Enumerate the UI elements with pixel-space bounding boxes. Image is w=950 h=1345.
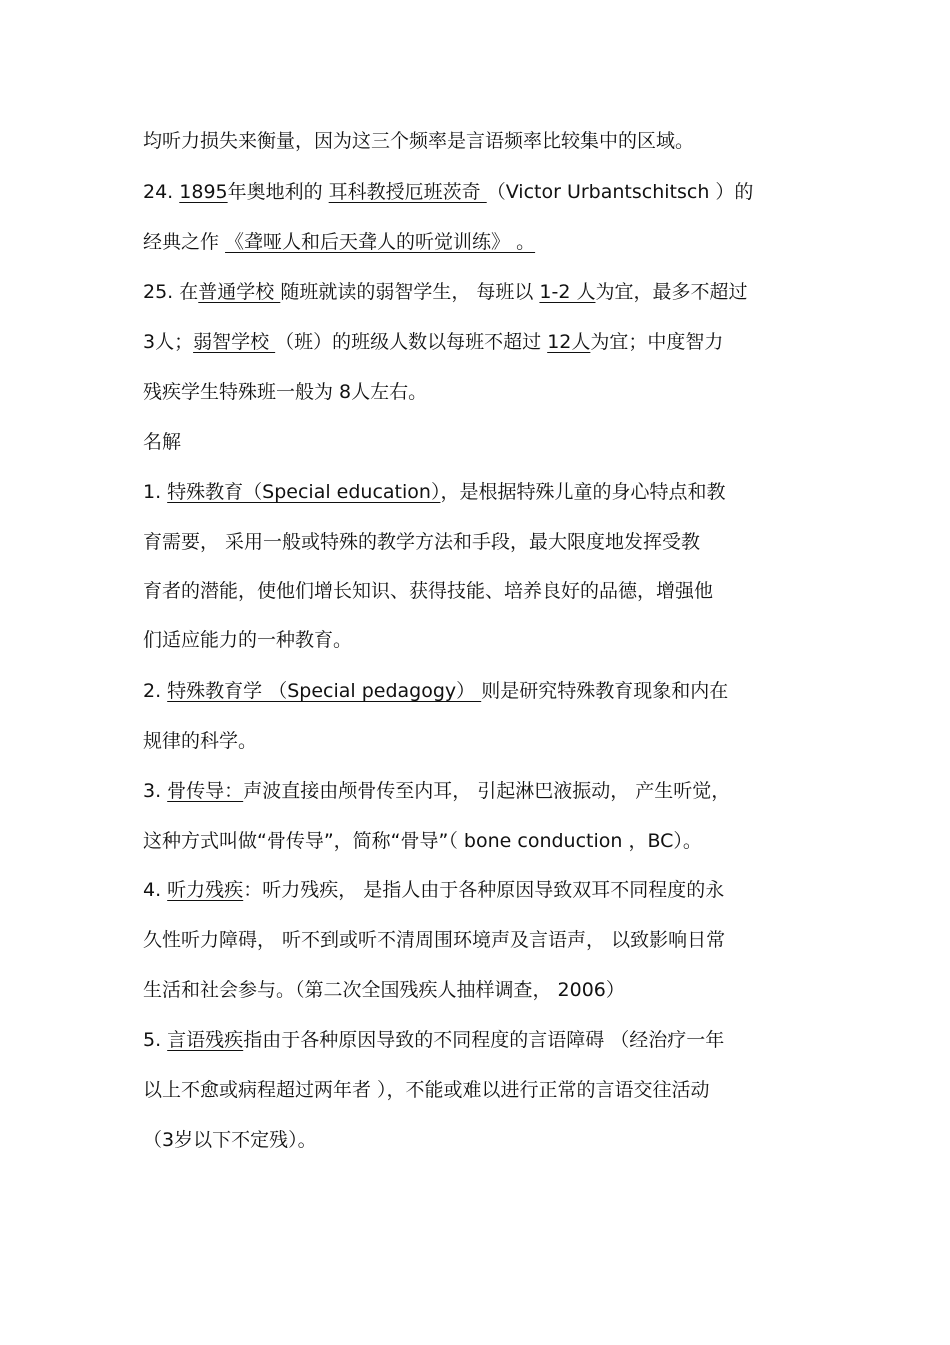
text-segment: 1.: [143, 481, 168, 503]
underlined-term: 骨传导：: [167, 780, 244, 802]
underlined-term: 听力残疾: [167, 879, 244, 901]
underlined-answer: 12人: [547, 331, 591, 353]
text-segment: 久性听力障碍， 听不到或听不清周围环境声及言语声， 以致影响日常: [143, 929, 726, 951]
text-segment: 生活和社会参与。（第二次全国残疾人抽样调查， 2006）: [143, 979, 625, 1001]
text-segment: 25. 在: [143, 281, 199, 303]
text-line: [143, 329, 813, 355]
section-heading: [143, 429, 813, 455]
text-line: [143, 778, 813, 804]
underlined-term: 言语残疾: [167, 1029, 244, 1051]
text-line: [143, 678, 813, 704]
text-segment: 指由于各种原因导致的不同程度的言语障碍 （经治疗一年: [243, 1029, 725, 1051]
text-line: [143, 479, 813, 505]
text-segment: （Victor Urbantschitsch ）的: [486, 181, 754, 203]
text-segment: 规律的科学。: [143, 730, 258, 752]
text-line: [143, 529, 813, 555]
text-segment: 育需要， 采用一般或特殊的教学方法和手段，最大限度地发挥受教: [143, 531, 701, 553]
text-segment: 2.: [143, 680, 168, 702]
text-line: [143, 877, 813, 903]
text-line: [143, 1027, 813, 1053]
text-line: [143, 179, 813, 205]
text-segment: 5.: [143, 1029, 168, 1051]
underlined-answer: 《聋哑人和后天聋人的听觉训练》 。: [225, 231, 536, 253]
text-line: [143, 728, 813, 754]
text-segment: 以上不愈或病程超过两年者 ），不能或难以进行正常的言语交往活动: [143, 1079, 710, 1101]
text-segment: 4.: [143, 879, 168, 901]
text-segment: 24.: [143, 181, 180, 203]
text-segment: 为宜；中度智力: [590, 331, 724, 353]
text-segment: 名解: [143, 431, 182, 453]
text-line: [143, 1077, 813, 1103]
underlined-answer: 弱智学校: [193, 331, 276, 353]
underlined-answer: 耳科教授厄班茨奇: [328, 181, 487, 203]
text-line: [143, 128, 813, 154]
text-segment: 育者的潜能，使他们增长知识、获得技能、培养良好的品德，增强他: [143, 580, 714, 602]
text-line: [143, 379, 813, 405]
text-line: [143, 927, 813, 953]
text-segment: 为宜，最多不超过: [595, 281, 748, 303]
text-segment: ，是根据特殊儿童的身心特点和教: [440, 481, 726, 503]
text-line: [143, 578, 813, 604]
text-segment: 残疾学生特殊班一般为 8人左右。: [143, 381, 428, 403]
text-segment: ：听力残疾， 是指人由于各种原因导致双耳不同程度的永: [243, 879, 725, 901]
text-segment: 3.: [143, 780, 168, 802]
text-segment: 则是研究特殊教育现象和内在: [481, 680, 729, 702]
text-line: [143, 977, 813, 1003]
text-segment: 随班就读的弱智学生， 每班以: [280, 281, 540, 303]
text-segment: 这种方式叫做“骨传导”，简称“骨导”（ bone conduction ，BC）。: [143, 830, 702, 852]
text-segment: 均听力损失来衡量，因为这三个频率是言语频率比较集中的区域。: [143, 130, 695, 152]
text-segment: （班）的班级人数以每班不超过: [275, 331, 548, 353]
text-line: [143, 1127, 813, 1153]
text-line: [143, 229, 813, 255]
text-segment: 经典之作: [143, 231, 226, 253]
text-line: [143, 828, 813, 854]
underlined-answer: 1-2 人: [539, 281, 596, 303]
text-segment: 们适应能力的一种教育。: [143, 629, 353, 651]
text-line: [143, 279, 813, 305]
text-segment: 年奥地利的: [227, 181, 329, 203]
underlined-answer: 普通学校: [198, 281, 281, 303]
text-segment: 3人；: [143, 331, 194, 353]
text-segment: 声波直接由颅骨传至内耳， 引起淋巴液振动， 产生听觉，: [243, 780, 731, 802]
text-line: [143, 627, 813, 653]
underlined-answer: 1895: [179, 181, 228, 203]
text-segment: （3岁以下不定残）。: [143, 1129, 317, 1151]
underlined-term: 特殊教育学 （Special pedagogy）: [167, 680, 482, 702]
underlined-term: 特殊教育（Special education）: [167, 481, 441, 503]
